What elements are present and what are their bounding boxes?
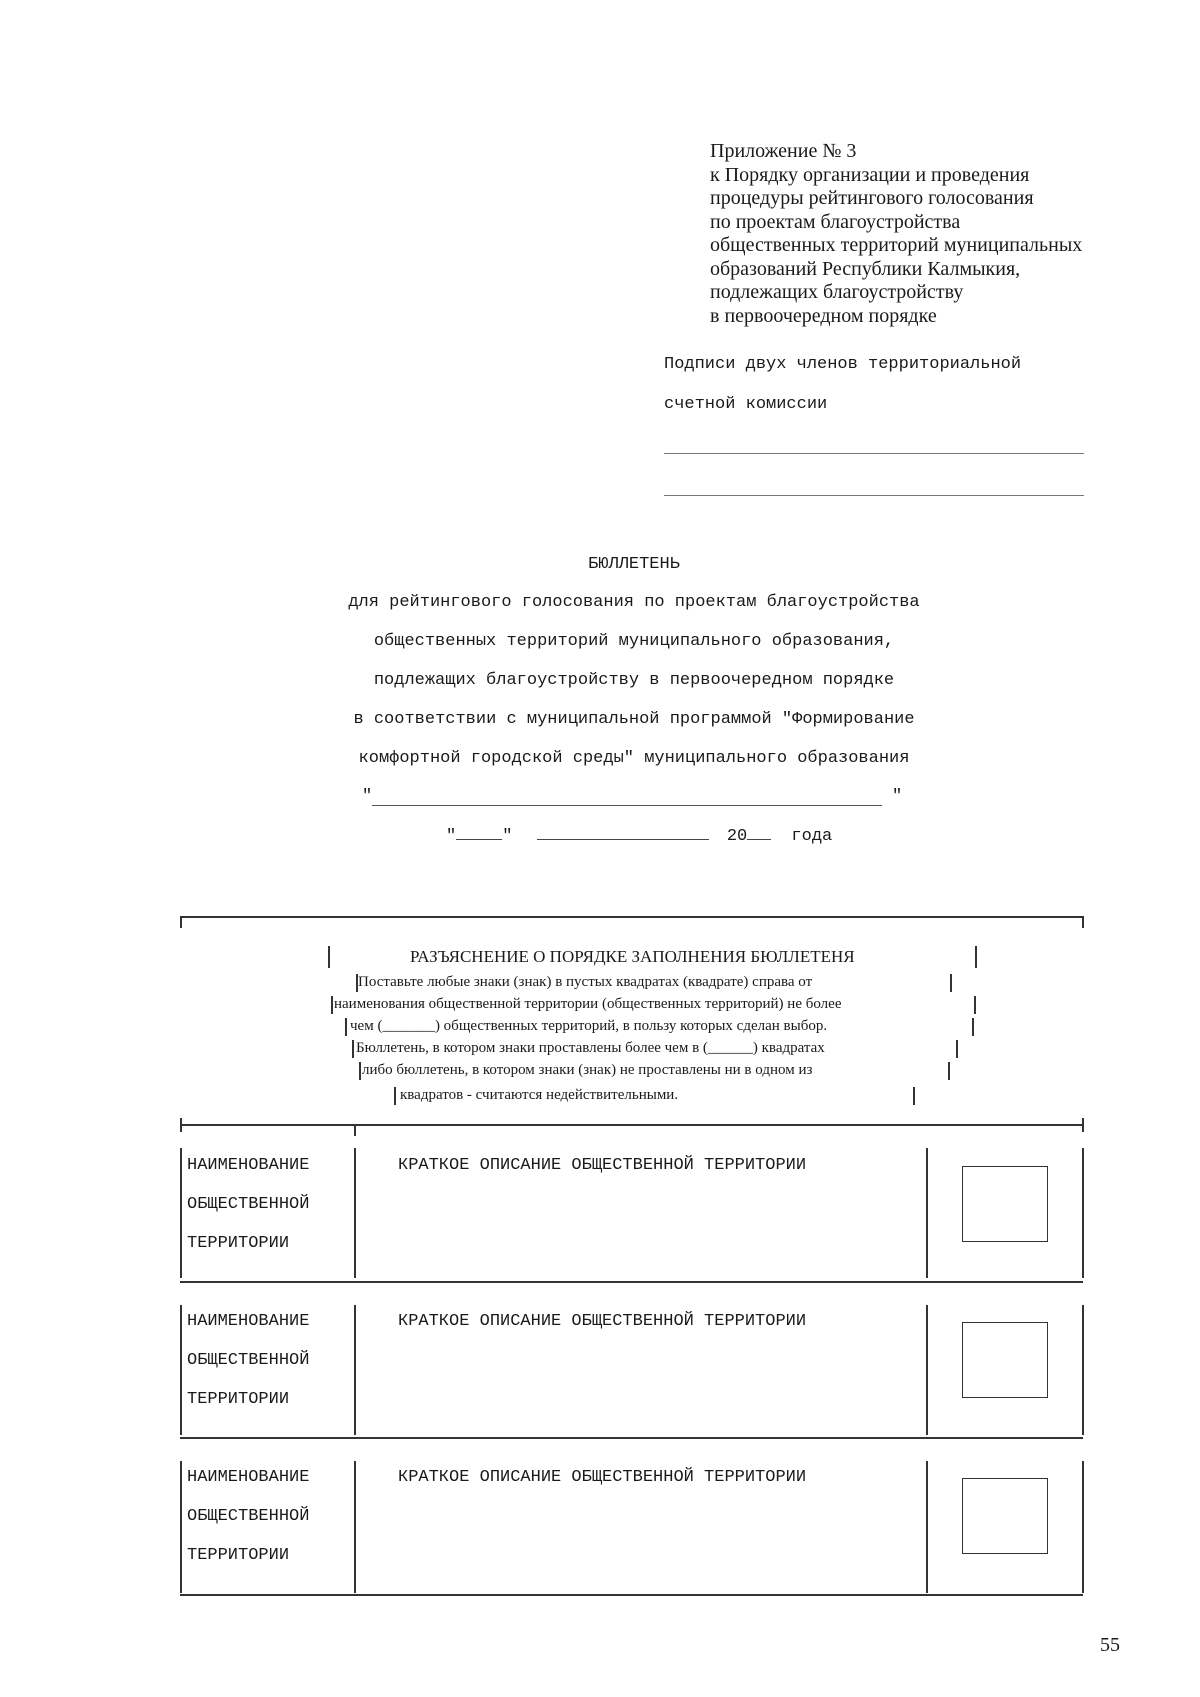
territory-name-label: ОБЩЕСТВЕННОЙ: [187, 1351, 310, 1370]
table-row-separator: [180, 1437, 1083, 1439]
ballot-description-line: для рейтингового голосования по проектам благоустройства: [348, 593, 920, 612]
row-col-divider: [926, 1461, 928, 1593]
expl-bar: [972, 1018, 974, 1036]
quote-close: ": [892, 787, 903, 806]
expl-bar: [948, 1062, 950, 1080]
table-top-border: [180, 916, 1083, 918]
expl-bar: [956, 1040, 958, 1058]
ballot-description-line: общественных территорий муниципального образования,: [373, 632, 895, 651]
table-bottom-border: [180, 1594, 1083, 1596]
ballot-description-line: комфортной городской среды" муниципального образования: [358, 749, 910, 768]
row-right-border: [1082, 1305, 1084, 1435]
annex-line: образований Республики Калмыкия,: [710, 257, 1021, 280]
territory-name-label: ОБЩЕСТВЕННОЙ: [187, 1195, 310, 1214]
territory-name-label: НАИМЕНОВАНИЕ: [187, 1312, 310, 1331]
territory-name-label: ОБЩЕСТВЕННОЙ: [187, 1507, 310, 1526]
annex-line: в первоочередном порядке: [710, 304, 937, 327]
expl-bar: [356, 974, 358, 992]
row-left-border: [180, 1148, 182, 1278]
row-col-divider: [926, 1305, 928, 1435]
year-suffix: года: [791, 827, 833, 846]
year-blank[interactable]: [747, 825, 771, 840]
explanation-line: квадратов - считаются недействительными.: [400, 1087, 679, 1103]
page-number: 55: [1100, 1634, 1120, 1656]
explanation-line: наименования общественной территории (общественных территорий) не более: [334, 996, 842, 1012]
vote-checkbox[interactable]: [962, 1478, 1048, 1554]
ballot-description-line: в соответствии с муниципальной программой "Формирование: [353, 710, 915, 729]
signature-line[interactable]: [664, 495, 1084, 496]
expl-bar: [331, 996, 333, 1014]
row-col-divider: [354, 1305, 356, 1435]
table-border-tick: [180, 1118, 182, 1132]
row-col-divider: [354, 1148, 356, 1278]
month-blank[interactable]: [537, 825, 709, 840]
table-border-tick: [354, 1124, 356, 1136]
table-row-separator: [180, 1281, 1083, 1283]
annex-header: [710, 140, 1082, 328]
table-border-tick: [180, 916, 182, 928]
annex-line: по проектам благоустройства: [710, 210, 961, 233]
day-blank[interactable]: [456, 825, 502, 840]
expl-bar: [345, 1018, 347, 1036]
territory-name-label: ТЕРРИТОРИИ: [187, 1390, 290, 1409]
territory-description: КРАТКОЕ ОПИСАНИЕ ОБЩЕСТВЕННОЙ ТЕРРИТОРИИ: [398, 1156, 807, 1175]
quote-open: ": [362, 787, 373, 806]
territory-description: КРАТКОЕ ОПИСАНИЕ ОБЩЕСТВЕННОЙ ТЕРРИТОРИИ: [398, 1468, 807, 1487]
territory-name-label: НАИМЕНОВАНИЕ: [187, 1468, 310, 1487]
territory-name-label: ТЕРРИТОРИИ: [187, 1234, 290, 1253]
row-right-border: [1082, 1148, 1084, 1278]
expl-bar: [975, 946, 977, 968]
municipality-name-blank[interactable]: [372, 805, 882, 806]
explanation-title: РАЗЪЯСНЕНИЕ О ПОРЯДКЕ ЗАПОЛНЕНИЯ БЮЛЛЕТЕНЯ: [410, 947, 855, 966]
row-col-divider: [354, 1461, 356, 1593]
signature-line[interactable]: [664, 453, 1084, 454]
row-left-border: [180, 1305, 182, 1435]
annex-line: процедуры рейтингового голосования: [710, 187, 1034, 209]
explanation-line: Поставьте любые знаки (знак) в пустых квадратах (квадрате) справа от: [358, 974, 813, 990]
expl-bar: [913, 1087, 915, 1105]
vote-checkbox[interactable]: [962, 1322, 1048, 1398]
year-prefix: 20: [726, 827, 748, 846]
explanation-line: Бюллетень, в котором знаки проставлены более чем в (______) квадратах: [356, 1040, 825, 1056]
ballot-title: БЮЛЛЕТЕНЬ: [588, 555, 680, 574]
ballot-description-line: подлежащих благоустройству в первоочередном порядке: [373, 671, 895, 690]
signatures-caption-line2: счетной комиссии: [664, 395, 828, 414]
vote-checkbox[interactable]: [962, 1166, 1048, 1242]
expl-bar: [359, 1062, 361, 1080]
territory-description: КРАТКОЕ ОПИСАНИЕ ОБЩЕСТВЕННОЙ ТЕРРИТОРИИ: [398, 1312, 807, 1331]
annex-line: общественных территорий муниципальных: [710, 234, 1083, 256]
day-quote-open: ": [446, 827, 457, 846]
day-quote-close: ": [502, 827, 513, 846]
explanation-line: чем (_______) общественных территорий, в пользу которых сделан выбор.: [350, 1018, 828, 1034]
table-row-separator: [180, 1124, 1083, 1126]
explanation-line: либо бюллетень, в котором знаки (знак) не проставлены ни в одном из: [362, 1062, 813, 1078]
expl-bar: [352, 1040, 354, 1058]
annex-line: подлежащих благоустройству: [710, 281, 964, 303]
row-right-border: [1082, 1461, 1084, 1593]
expl-bar: [974, 996, 976, 1014]
table-border-tick: [1082, 916, 1084, 928]
expl-bar: [328, 946, 330, 968]
row-left-border: [180, 1461, 182, 1593]
annex-line: к Порядку организации и проведения: [710, 163, 1030, 186]
row-col-divider: [926, 1148, 928, 1278]
annex-line: Приложение № 3: [710, 140, 857, 162]
date-line: [446, 825, 832, 846]
table-border-tick: [1082, 1118, 1084, 1132]
territory-name-label: НАИМЕНОВАНИЕ: [187, 1156, 310, 1175]
expl-bar: [950, 974, 952, 992]
territory-name-label: ТЕРРИТОРИИ: [187, 1546, 290, 1565]
expl-bar: [394, 1087, 396, 1105]
signatures-caption-line1: Подписи двух членов территориальной: [664, 355, 1022, 374]
